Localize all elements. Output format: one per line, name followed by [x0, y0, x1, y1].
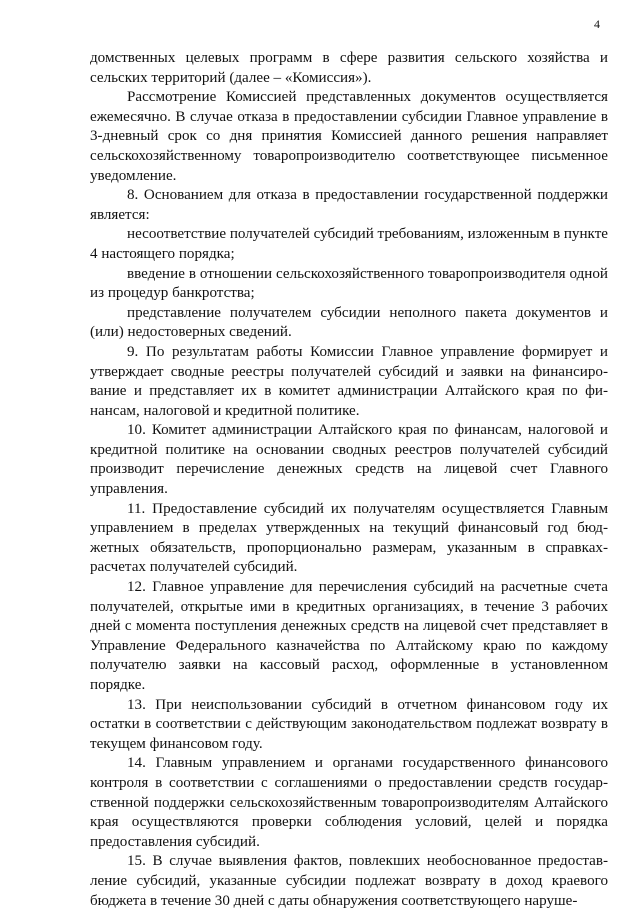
- list-item-bankruptcy: введение в отношении сельскохозяйственного товаропроизводителя одной из процедур банкротства;: [90, 265, 608, 302]
- paragraph-13: 13. При неиспользовании субсидий в отчетном финансовом году их остатки в соответствии с действующим законодательством подлежат возврату в текущем финансовом году.: [90, 696, 608, 752]
- paragraph-10: 10. Комитет администрации Алтайского края по финансам, налоговой и кредитной политике на основании сводных реестров получателей субсидий производит перечисление денежных средств на лицевой счет Главного управления.: [90, 422, 608, 498]
- paragraph-8-refusal-grounds: 8. Основанием для отказа в предоставлении государственной поддержки является:: [90, 187, 608, 223]
- paragraph-15: 15. В случае выявления фактов, повлекших необоснованное предоставление субсидий, указанные субсидии подлежат возврату в доход краевого бюджета в течение 30 дней с даты обнаружения соответствующего наруше-: [90, 853, 608, 909]
- paragraph-11: 11. Предоставление субсидий их получателям осуществляется Главным управлением в пределах утвержденных на текущий финансовый год бюджетных обязательств, пропорционально размерам, указанным в справках-расчетах получателей субсидий.: [90, 500, 608, 576]
- list-item-noncompliance: несоответствие получателей субсидий требованиям, изложенным в пункте 4 настоящего порядка;: [90, 226, 608, 262]
- paragraph-14: 14. Главным управлением и органами государственного финансового контроля в соответствии с соглашениями о предоставлении средств государственной поддержки сельскохозяйственным товаропроизводителям Алтайского края осуществляются проверки соблюдения условий, целей и порядка предоставления субсидий.: [90, 755, 608, 850]
- document-body: [90, 49, 608, 911]
- page-number: 4: [594, 17, 600, 31]
- paragraph-review-procedure: Рассмотрение Комиссией представленных документов осуществляется ежемесячно. В случае отказа в предоставлении субсидии Главное управление в 3-дневный срок со дня принятия Комиссией данного решения направляет сельскохозяйственному товаропроизводителю соответствующее письменное уведомление.: [90, 89, 608, 184]
- paragraph-12: 12. Главное управление для перечисления субсидий на расчетные счета получателей, открытые ими в кредитных организациях, в течение 3 рабочих дней с момента поступления денежных средств на лицевой счет представляет в Управление Федерального казначейства по Алтайскому краю по каждому получателю заявки на кассовый расход, оформленные в установленном порядке.: [90, 579, 608, 693]
- paragraph-9: 9. По результатам работы Комиссии Главное управление формирует и утверждает сводные реестры получателей субсидий и заявки на финансирование и представляет их в комитет администрации Алтайского края по финансам, налоговой и кредитной политике.: [90, 343, 608, 419]
- paragraph-continuation: домственных целевых программ в сфере развития сельского хозяйства и сельских территорий (далее – «Комиссия»).: [90, 50, 608, 86]
- list-item-incomplete-documents: представление получателем субсидии неполного пакета документов и (или) недостоверных сведений.: [90, 304, 608, 341]
